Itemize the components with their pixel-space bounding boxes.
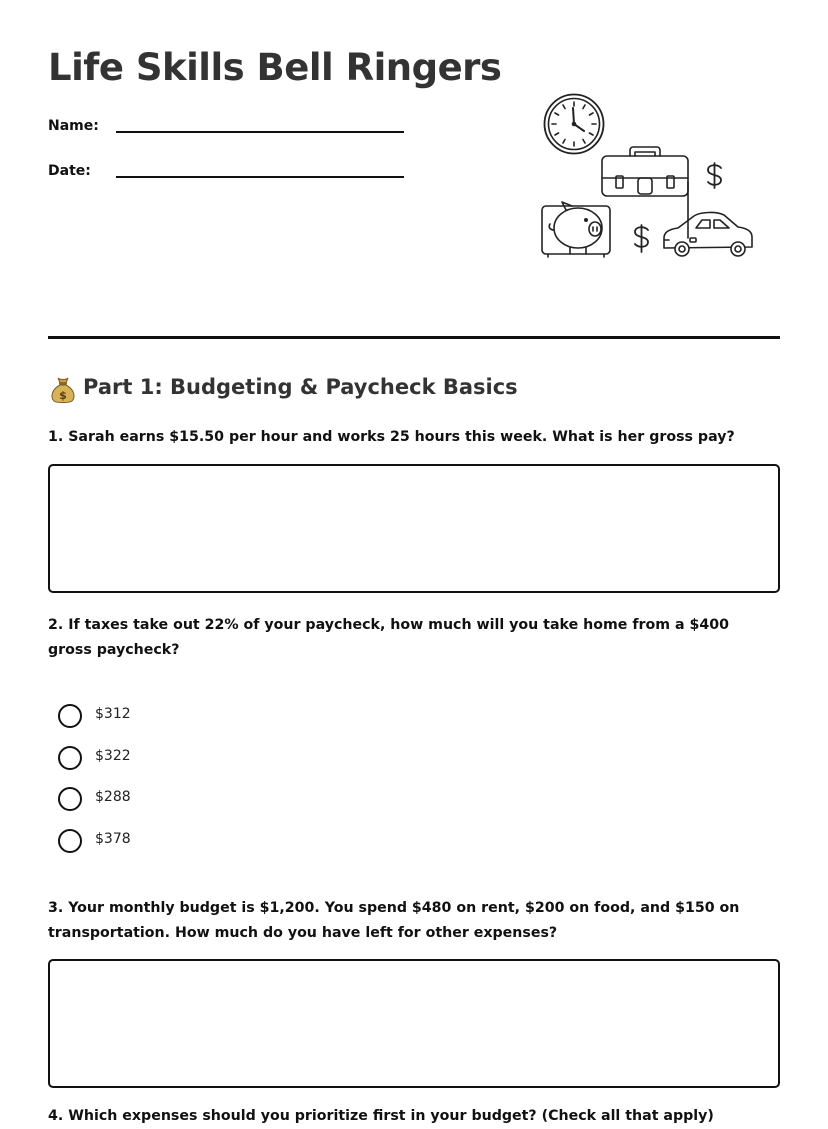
question-3-text: 3. Your monthly budget is $1,200. You spend $480 on rent, $200 on food, and $150 on transportation. How much do you have left for other expenses?	[48, 900, 740, 941]
clock-icon	[545, 95, 604, 154]
page-title: Life Skills Bell Ringers	[48, 46, 502, 89]
answer-box-q1[interactable]	[48, 464, 780, 593]
date-field-row	[48, 163, 408, 187]
name-line[interactable]	[116, 131, 404, 133]
option-label: $378	[95, 831, 131, 847]
briefcase-icon	[602, 147, 688, 238]
car-icon	[664, 212, 752, 256]
q2-option-3[interactable]	[58, 786, 258, 812]
dollar-icon	[708, 163, 721, 188]
name-label: Name:	[48, 118, 99, 134]
life-skills-clipart	[540, 92, 756, 260]
option-label: $288	[95, 789, 131, 805]
section-title: Part 1: Budgeting & Paycheck Basics	[83, 375, 518, 399]
question-1-text: 1. Sarah earns $15.50 per hour and works 25 hours this week. What is her gross pay?	[48, 429, 735, 445]
dollar-icon	[635, 225, 648, 252]
money-bag-icon	[50, 374, 76, 404]
answer-box-q3[interactable]	[48, 959, 780, 1088]
date-line[interactable]	[116, 176, 404, 178]
header-divider	[48, 336, 780, 339]
question-4-text: 4. Which expenses should you prioritize first in your budget? (Check all that apply)	[48, 1108, 714, 1124]
q2-option-4[interactable]	[58, 828, 258, 854]
option-label: $322	[95, 748, 131, 764]
piggy-bank-icon	[542, 202, 610, 257]
radio-button[interactable]	[58, 787, 82, 811]
q2-option-1[interactable]	[58, 703, 258, 729]
question-2-text: 2. If taxes take out 22% of your paycheck, how much will you take home from a $400 gross paycheck?	[48, 617, 729, 658]
q2-option-2[interactable]	[58, 745, 258, 771]
radio-button[interactable]	[58, 704, 82, 728]
option-label: $312	[95, 706, 131, 722]
date-label: Date:	[48, 163, 91, 179]
name-field-row	[48, 118, 408, 142]
svg-text:$: $	[59, 389, 67, 402]
radio-button[interactable]	[58, 829, 82, 853]
radio-button[interactable]	[58, 746, 82, 770]
